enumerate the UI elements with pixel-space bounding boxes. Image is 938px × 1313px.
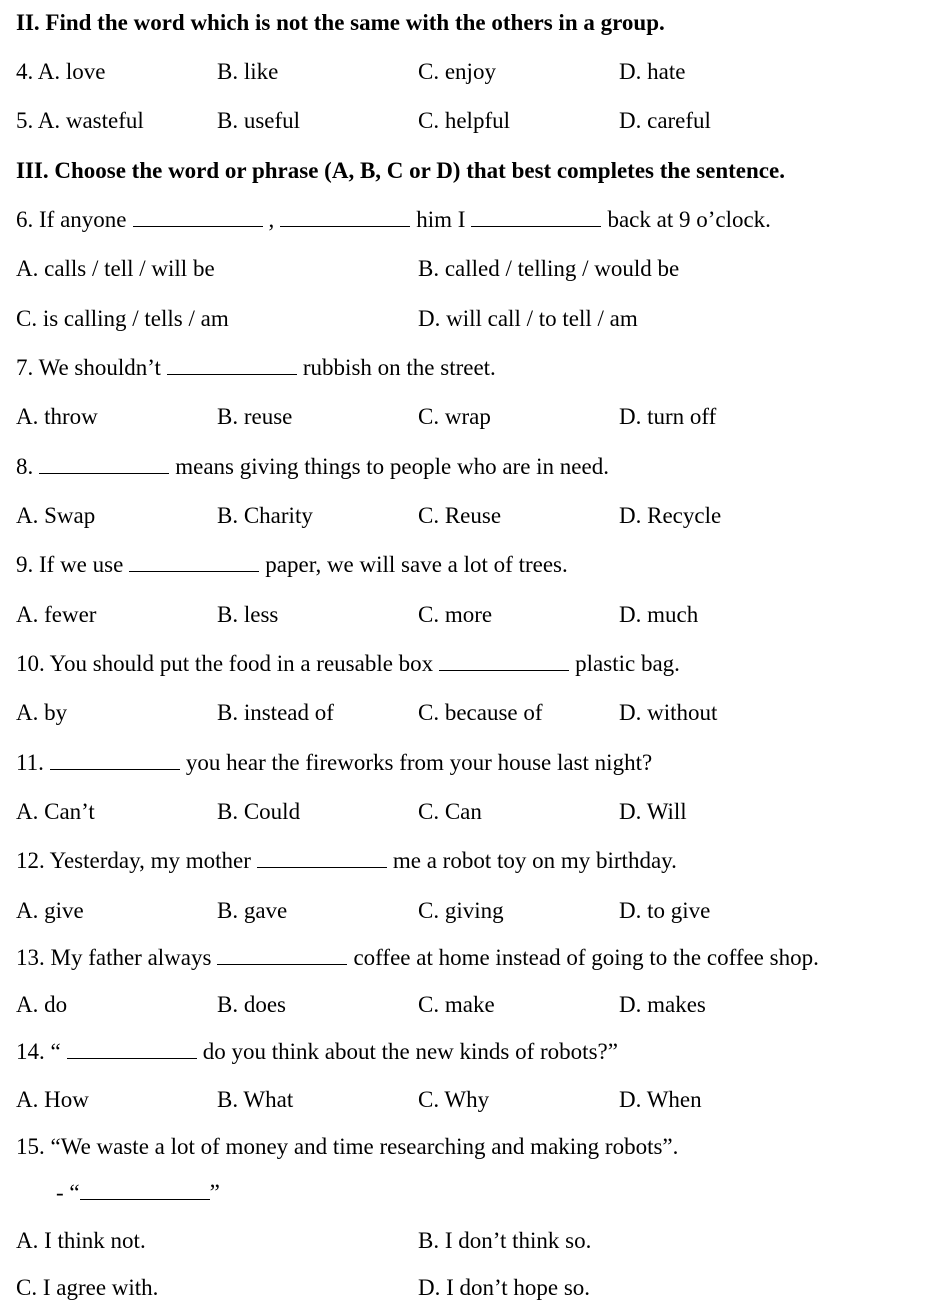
q10-option-d: D. without [619, 700, 718, 725]
q6-option-a: A. calls / tell / will be [16, 256, 215, 281]
q8-option-d: D. Recycle [619, 503, 722, 528]
q8-option-b: B. Charity [217, 503, 313, 528]
q15-response [56, 1179, 220, 1207]
q7-text-2: rubbish on the street. [302, 355, 496, 380]
q10-text-2: plastic bag. [575, 651, 680, 676]
q11-option-a: A. Can’t [16, 799, 95, 824]
answer-blank [471, 208, 601, 227]
q15-option-d: D. I don’t hope so. [418, 1275, 591, 1300]
q6-text-3: him I [416, 207, 466, 232]
q4-option-d: D. hate [619, 59, 686, 84]
q7-option-b: B. reuse [217, 404, 293, 429]
q9-text-2: paper, we will save a lot of trees. [265, 552, 568, 577]
q9-option-b: B. less [217, 602, 279, 627]
q6-text-1: 6. If anyone [16, 207, 127, 232]
q15-response-close: ” [209, 1180, 220, 1205]
q15-option-c: C. I agree with. [16, 1275, 159, 1300]
q11-option-c: C. Can [418, 799, 482, 824]
q6-option-d: D. will call / to tell / am [418, 306, 638, 331]
q5-option-b: B. useful [217, 108, 301, 133]
q12-text-1: 12. Yesterday, my mother [16, 848, 251, 873]
q7-text-1: 7. We shouldn’t [16, 355, 161, 380]
q8-text-1: 8. [16, 454, 34, 479]
q15-response-open: - “ [56, 1180, 80, 1205]
q10-option-b: B. instead of [217, 700, 334, 725]
q14-text-2: do you think about the new kinds of robots?” [202, 1039, 618, 1064]
answer-blank [217, 946, 347, 965]
q13-text-1: 13. My father always [16, 945, 212, 970]
q4-option-c: C. enjoy [418, 59, 496, 84]
q14-option-d: D. When [619, 1087, 702, 1112]
section-3-heading: III. Choose the word or phrase (A, B, C or D) that best completes the sentence. [16, 158, 785, 183]
q13-option-a: A. do [16, 992, 68, 1017]
q9-option-a: A. fewer [16, 602, 97, 627]
q14-option-b: B. What [217, 1087, 294, 1112]
q11-text-1: 11. [16, 750, 44, 775]
q9-option-c: C. more [418, 602, 493, 627]
q10-option-a: A. by [16, 700, 68, 725]
q12-question [16, 847, 677, 875]
q6-text-2: , [268, 207, 275, 232]
q13-text-2: coffee at home instead of going to the coffee shop. [353, 945, 819, 970]
q10-text-1: 10. You should put the food in a reusable box [16, 651, 434, 676]
q10-option-c: C. because of [418, 700, 543, 725]
q7-option-c: C. wrap [418, 404, 491, 429]
q5-option-d: D. careful [619, 108, 711, 133]
q6-text-4: back at 9 o’clock. [607, 207, 771, 232]
q13-option-d: D. makes [619, 992, 706, 1017]
q12-option-d: D. to give [619, 898, 711, 923]
q14-question [16, 1038, 618, 1066]
answer-blank [439, 652, 569, 671]
answer-blank [50, 751, 180, 770]
answer-blank [129, 553, 259, 572]
q15-option-a: A. I think not. [16, 1228, 146, 1253]
q14-option-a: A. How [16, 1087, 89, 1112]
q9-question [16, 551, 568, 579]
q9-option-d: D. much [619, 602, 699, 627]
q6-option-b: B. called / telling / would be [418, 256, 680, 281]
q11-option-d: D. Will [619, 799, 687, 824]
q14-option-c: C. Why [418, 1087, 490, 1112]
q8-question [16, 453, 609, 481]
q15-question: 15. “We waste a lot of money and time researching and making robots”. [16, 1134, 679, 1159]
q15-option-b: B. I don’t think so. [418, 1228, 592, 1253]
q4-option-b: B. like [217, 59, 279, 84]
answer-blank [280, 208, 410, 227]
q12-option-c: C. giving [418, 898, 504, 923]
q5-option-c: C. helpful [418, 108, 510, 133]
q13-option-c: C. make [418, 992, 495, 1017]
q11-text-2: you hear the fireworks from your house last night? [185, 750, 653, 775]
q14-text-1: 14. “ [16, 1039, 61, 1064]
q11-option-b: B. Could [217, 799, 301, 824]
answer-blank [39, 455, 169, 474]
q13-question [16, 944, 819, 972]
q13-option-b: B. does [217, 992, 286, 1017]
answer-blank [257, 849, 387, 868]
section-2-heading: II. Find the word which is not the same with the others in a group. [16, 10, 665, 35]
q6-question [16, 206, 771, 234]
answer-blank [133, 208, 263, 227]
q9-text-1: 9. If we use [16, 552, 124, 577]
q6-option-c: C. is calling / tells / am [16, 306, 229, 331]
q12-text-2: me a robot toy on my birthday. [392, 848, 677, 873]
q12-option-a: A. give [16, 898, 84, 923]
q10-question [16, 650, 680, 678]
q12-option-b: B. gave [217, 898, 288, 923]
q8-text-2: means giving things to people who are in need. [175, 454, 609, 479]
answer-blank [80, 1181, 210, 1200]
q8-option-a: A. Swap [16, 503, 96, 528]
q7-option-a: A. throw [16, 404, 98, 429]
answer-blank [167, 356, 297, 375]
q7-question [16, 354, 496, 382]
q8-option-c: C. Reuse [418, 503, 502, 528]
answer-blank [67, 1040, 197, 1059]
q11-question [16, 749, 652, 777]
q4-option-a: 4. A. love [16, 59, 106, 84]
q7-option-d: D. turn off [619, 404, 717, 429]
q5-option-a: 5. A. wasteful [16, 108, 144, 133]
